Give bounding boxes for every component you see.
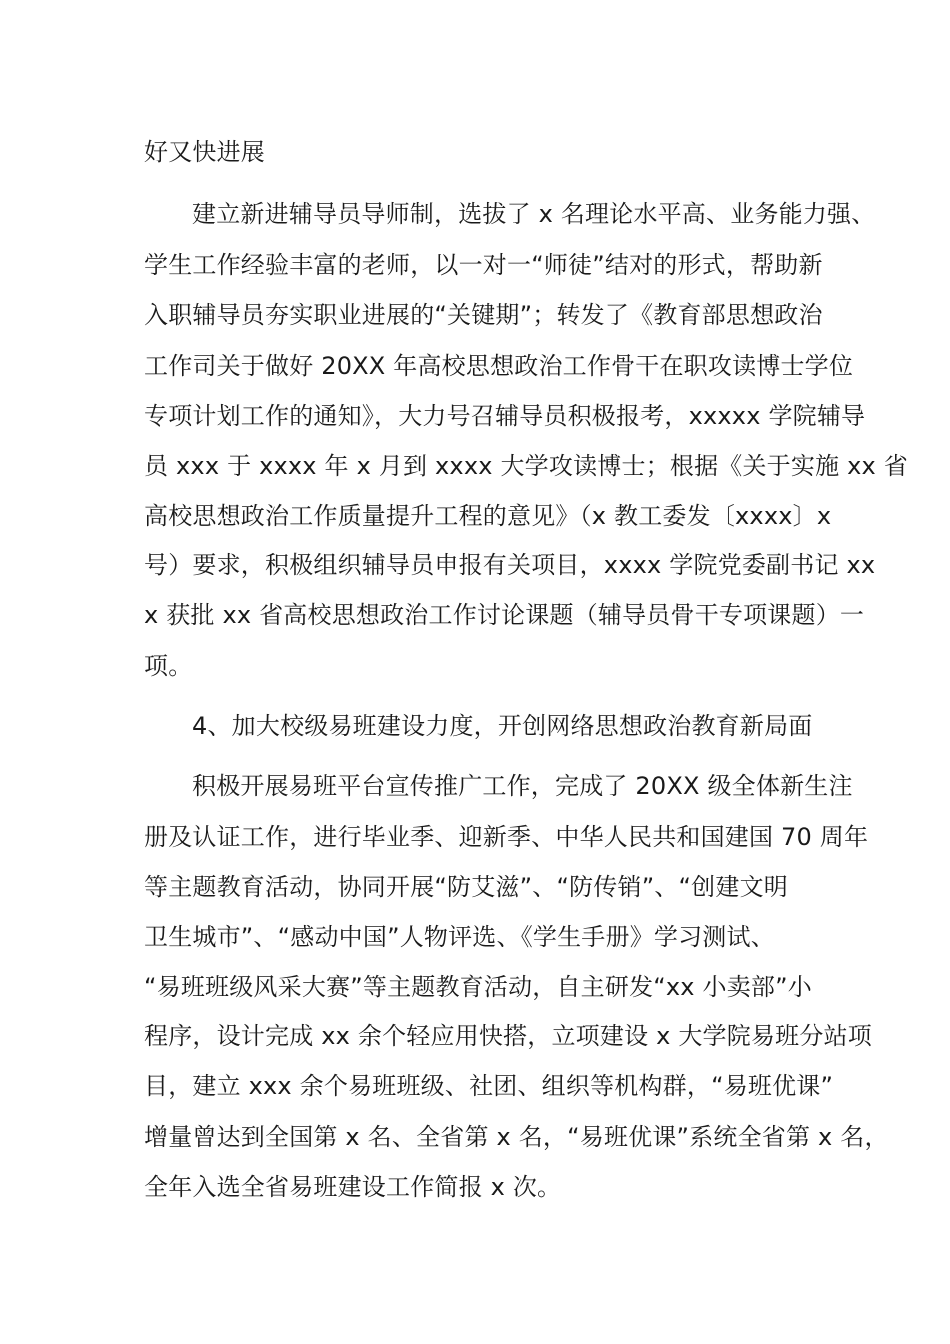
text-line: x 获批 xx 省高校思想政治工作讨论课题（辅导员骨干专项课题）一 xyxy=(144,601,865,629)
paragraph-first-line: 积极开展易班平台宣传推广工作，完成了 20XX 级全体新生注 xyxy=(192,772,853,800)
text-line: 程序，设计完成 xx 余个轻应用快搭，立项建设 x 大学院易班分站项 xyxy=(144,1022,872,1050)
text-line: 号）要求，积极组织辅导员申报有关项目，xxxx 学院党委副书记 xx xyxy=(144,551,876,579)
section-heading: 4、加大校级易班建设力度，开创网络思想政治教育新局面 xyxy=(192,712,813,740)
text-line: 员 xxx 于 xxxx 年 x 月到 xxxx 大学攻读博士；根据《关于实施 xx 省 xyxy=(144,452,908,480)
text-line: “易班班级风采大赛”等主题教育活动，自主研发“xx 小卖部”小 xyxy=(144,973,812,1001)
text-line: 卫生城市”、“感动中国”人物评选、《学生手册》学习测试、 xyxy=(144,923,775,951)
text-line: 好又快进展 xyxy=(144,138,265,166)
text-line: 增量曾达到全国第 x 名、全省第 x 名，“易班优课”系统全省第 x 名， xyxy=(144,1123,889,1151)
text-line: 入职辅导员夯实职业进展的“关键期”；转发了《教育部思想政治 xyxy=(144,301,823,329)
text-line: 学生工作经验丰富的老师，以一对一“师徒”结对的形式，帮助新 xyxy=(144,251,823,279)
text-line: 目，建立 xxx 余个易班班级、社团、组织等机构群，“易班优课” xyxy=(144,1072,834,1100)
text-line: 册及认证工作，进行毕业季、迎新季、中华人民共和国建国 70 周年 xyxy=(144,823,869,851)
text-line: 专项计划工作的通知》，大力号召辅导员积极报考，xxxxx 学院辅导 xyxy=(144,402,866,430)
text-line: 项。 xyxy=(144,652,193,680)
text-line: 工作司关于做好 20XX 年高校思想政治工作骨干在职攻读博士学位 xyxy=(144,352,854,380)
text-line: 高校思想政治工作质量提升工程的意见》（x 教工委发〔xxxx〕x xyxy=(144,502,832,530)
text-line: 全年入选全省易班建设工作简报 x 次。 xyxy=(144,1173,562,1201)
paragraph-first-line: 建立新进辅导员导师制，选拔了 x 名理论水平高、业务能力强、 xyxy=(192,200,876,228)
text-line: 等主题教育活动，协同开展“防艾滋”、“防传销”、“创建文明 xyxy=(144,873,788,901)
